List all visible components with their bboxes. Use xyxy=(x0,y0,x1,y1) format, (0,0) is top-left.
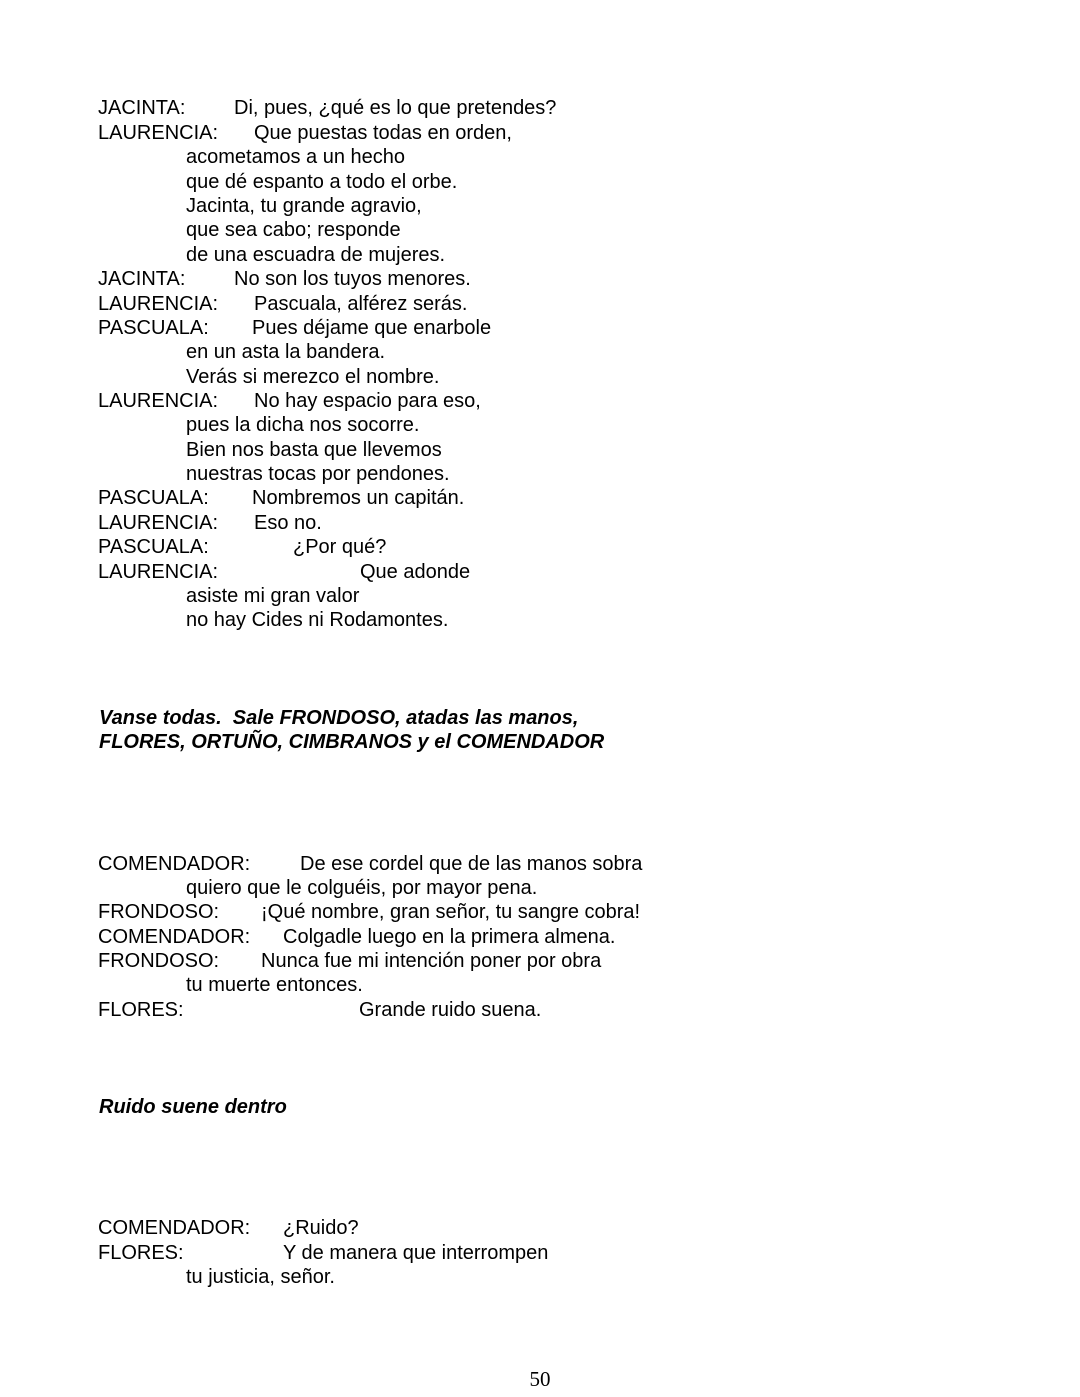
speech-text: De ese cordel que de las manos sobra xyxy=(300,853,643,875)
speaker-name: JACINTA: xyxy=(98,268,186,290)
stage-direction: Ruido suene dentro xyxy=(99,1096,287,1118)
speech-text: Y de manera que interrompen xyxy=(283,1242,549,1264)
speech-text: Pascuala, alférez serás. xyxy=(254,293,468,315)
verse-continuation: nuestras tocas por pendones. xyxy=(186,463,450,485)
speaker-name: LAURENCIA: xyxy=(98,122,219,144)
speech-text: ¿Ruido? xyxy=(283,1217,359,1239)
speaker-name: JACINTA: xyxy=(98,97,186,119)
verse-continuation: de una escuadra de mujeres. xyxy=(186,244,446,266)
speaker-name: PASCUALA: xyxy=(98,536,209,558)
verse-continuation: asiste mi gran valor xyxy=(186,585,360,607)
verse-continuation: en un asta la bandera. xyxy=(186,341,386,363)
speech-text: Colgadle luego en la primera almena. xyxy=(283,926,616,948)
verse-continuation: tu justicia, señor. xyxy=(186,1266,335,1288)
verse-continuation: Verás si merezco el nombre. xyxy=(186,366,440,388)
verse-continuation: Bien nos basta que llevemos xyxy=(186,439,442,461)
speaker-name: LAURENCIA: xyxy=(98,561,219,583)
speaker-name: COMENDADOR: xyxy=(98,926,251,948)
speaker-name: COMENDADOR: xyxy=(98,1217,251,1239)
stage-direction: Vanse todas. Sale FRONDOSO, atadas las manos, xyxy=(99,707,579,729)
speaker-name: COMENDADOR: xyxy=(98,853,251,875)
speech-text: No son los tuyos menores. xyxy=(234,268,471,290)
verse-continuation: no hay Cides ni Rodamontes. xyxy=(186,609,449,631)
speech-text: Grande ruido suena. xyxy=(359,999,542,1021)
speaker-name: PASCUALA: xyxy=(98,487,209,509)
stage-direction: FLORES, ORTUÑO, CIMBRANOS y el COMENDADOR xyxy=(99,731,605,753)
speaker-name: FLORES: xyxy=(98,999,184,1021)
speech-text: ¡Qué nombre, gran señor, tu sangre cobra! xyxy=(261,901,641,923)
speech-text: Pues déjame que enarbole xyxy=(252,317,492,339)
speaker-name: FRONDOSO: xyxy=(98,950,220,972)
speech-text: No hay espacio para eso, xyxy=(254,390,481,412)
speaker-name: PASCUALA: xyxy=(98,317,209,339)
speech-text: Que puestas todas en orden, xyxy=(254,122,512,144)
speaker-name: LAURENCIA: xyxy=(98,293,219,315)
verse-continuation: Jacinta, tu grande agravio, xyxy=(186,195,422,217)
speech-text: ¿Por qué? xyxy=(293,536,387,558)
speaker-name: FLORES: xyxy=(98,1242,184,1264)
verse-continuation: pues la dicha nos socorre. xyxy=(186,414,420,436)
verse-continuation: quiero que le colguéis, por mayor pena. xyxy=(186,877,538,899)
speech-text: Eso no. xyxy=(254,512,322,534)
verse-continuation: acometamos a un hecho xyxy=(186,146,406,168)
verse-continuation: tu muerte entonces. xyxy=(186,974,363,996)
speech-text: Que adonde xyxy=(360,561,471,583)
speech-text: Nombremos un capitán. xyxy=(252,487,465,509)
speech-text: Di, pues, ¿qué es lo que pretendes? xyxy=(234,97,557,119)
verse-continuation: que sea cabo; responde xyxy=(186,219,401,241)
page-number: 50 xyxy=(529,1367,551,1391)
speech-text: Nunca fue mi intención poner por obra xyxy=(261,950,602,972)
verse-continuation: que dé espanto a todo el orbe. xyxy=(186,171,458,193)
speaker-name: FRONDOSO: xyxy=(98,901,220,923)
speaker-name: LAURENCIA: xyxy=(98,512,219,534)
speaker-name: LAURENCIA: xyxy=(98,390,219,412)
